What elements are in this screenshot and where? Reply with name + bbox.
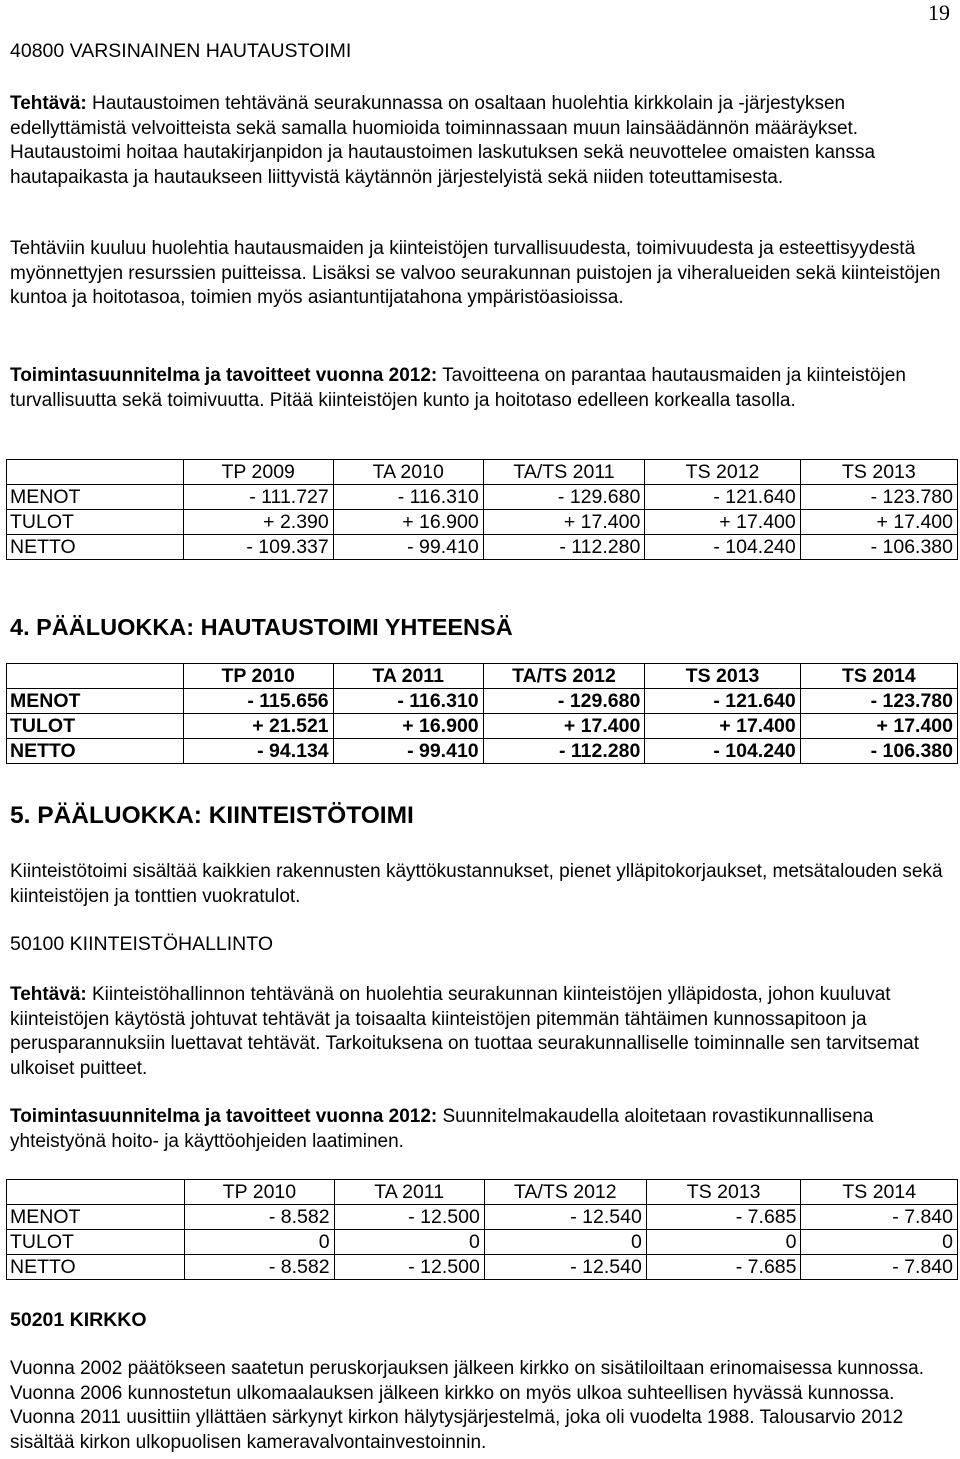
value-cell: - 129.680 — [483, 485, 645, 510]
section-50100-task — [10, 983, 945, 1081]
value-cell: - 106.380 — [800, 535, 957, 560]
value-cell: - 12.500 — [334, 1205, 484, 1230]
value-cell: 0 — [334, 1230, 484, 1255]
row-label-cell: TULOT — [7, 714, 184, 739]
value-cell: - 111.727 — [183, 485, 333, 510]
value-cell: - 8.582 — [185, 1205, 334, 1230]
header-cell: TA/TS 2011 — [483, 460, 645, 485]
value-cell: - 116.310 — [333, 689, 483, 714]
section-50100-plan — [10, 1105, 945, 1154]
value-cell: + 17.400 — [483, 510, 645, 535]
row-label-cell: NETTO — [7, 1255, 185, 1280]
table-row — [7, 485, 958, 510]
header-cell: TA 2011 — [333, 664, 483, 689]
intro-text: Kiinteistötoimi sisältää kaikkien rakennusten käyttökustannukset, pienet ylläpitokorjaukset, metsätalouden sekä kiinteistöjen ja tonttien vuokratulot. — [10, 861, 943, 907]
section-50201-text — [10, 1357, 945, 1455]
plan-label: Toimintasuunnitelma ja tavoitteet vuonna 2012: — [10, 365, 438, 386]
class-5-heading: 5. PÄÄLUOKKA: KIINTEISTÖTOIMI — [10, 802, 414, 829]
budget-table-40800 — [6, 459, 958, 560]
value-cell: + 17.400 — [800, 714, 957, 739]
table-header-row — [7, 1180, 958, 1205]
table-row — [7, 739, 958, 764]
value-cell: - 7.840 — [801, 1205, 958, 1230]
value-cell: - 7.685 — [646, 1255, 801, 1280]
value-cell: 0 — [646, 1230, 801, 1255]
task-label: Tehtävä: — [10, 984, 87, 1005]
row-label-cell: MENOT — [7, 1205, 185, 1230]
value-cell: + 2.390 — [183, 510, 333, 535]
section-40800-paragraph — [10, 237, 945, 311]
header-cell: TS 2012 — [645, 460, 800, 485]
value-cell: + 16.900 — [333, 510, 483, 535]
header-cell: TP 2009 — [183, 460, 333, 485]
row-label-cell: NETTO — [7, 739, 184, 764]
header-cell: TS 2013 — [645, 664, 800, 689]
header-cell: TA/TS 2012 — [484, 1180, 646, 1205]
value-cell: + 17.400 — [483, 714, 645, 739]
value-cell: - 12.500 — [334, 1255, 484, 1280]
value-cell: - 7.840 — [801, 1255, 958, 1280]
task-text: Hautaustoimen tehtävänä seurakunnassa on osaltaan huolehtia kirkkolain ja -järjestyksen edellyttämistä velvoitteista sekä samalla huomioida toiminnassaan muun lainsäädännön määräykset. Hautaustoimi hoitaa hautakirjanpidon ja hautaustoimen laskutuksen sekä neuvottelee omaisten kanssa hautapaikasta ja hautaukseen liittyvistä käytännön järjestelyistä sekä niiden toteuttamisesta. — [10, 93, 876, 188]
value-cell: + 17.400 — [645, 510, 800, 535]
table-header-row — [7, 460, 958, 485]
class-4-heading: 4. PÄÄLUOKKA: HAUTAUSTOIMI YHTEENSÄ — [10, 614, 513, 640]
value-cell: - 94.134 — [183, 739, 333, 764]
value-cell: - 115.656 — [183, 689, 333, 714]
value-cell: - 104.240 — [645, 739, 800, 764]
header-cell: TS 2013 — [800, 460, 957, 485]
budget-table-50100 — [6, 1179, 958, 1280]
value-cell: - 129.680 — [483, 689, 645, 714]
value-cell: 0 — [484, 1230, 646, 1255]
row-label-cell: NETTO — [7, 535, 184, 560]
paragraph-text: Vuonna 2002 päätökseen saatetun peruskorjauksen jälkeen kirkko on sisätiloiltaan erinomaisessa kunnossa. Vuonna 2006 kunnostetun ulkomaalauksen jälkeen kirkko on myös ulkoa suhteellisen hyvässä kunnossa. Vuonna 2011 uusittiin yllättäen särkynyt kirkon hälytysjärjestelmä, joka oli vuodelta 1988. Talousarvio 2012 sisältää kirkon ulkopuolisen kameravalvontainvestoinnin. — [10, 1358, 924, 1453]
value-cell: 0 — [185, 1230, 334, 1255]
section-50100-heading: 50100 KIINTEISTÖHALLINTO — [10, 933, 273, 955]
section-40800-heading: 40800 VARSINAINEN HAUTAUSTOIMI — [10, 40, 352, 62]
value-cell: - 8.582 — [185, 1255, 334, 1280]
row-label-cell: MENOT — [7, 485, 184, 510]
row-label-cell: TULOT — [7, 1230, 185, 1255]
value-cell: - 104.240 — [645, 535, 800, 560]
header-cell-blank — [7, 1180, 185, 1205]
plan-label: Toimintasuunnitelma ja tavoitteet vuonna 2012: — [10, 1106, 438, 1127]
task-text: Kiinteistöhallinnon tehtävänä on huolehtia seurakunnan kiinteistöjen ylläpidosta, johon kuuluvat kiinteistöjen käytöstä johtuvat tehtävät ja toisaalta kiinteistöjen pitemmän tähtäimen kunnossapitoon ja perusparannuksiin luettavat tehtävät. Tarkoituksena on tuottaa seurakunnalliselle toiminnalle sen tarvitsemat ulkoiset puitteet. — [10, 984, 920, 1079]
section-40800-plan — [10, 364, 945, 413]
plan-text: Tavoitteena on parantaa hautausmaiden ja kiinteistöjen turvallisuutta sekä toimivuutta. Pitää kiinteistöjen kunto ja hoitotaso edelleen korkealla tasolla. — [10, 365, 906, 411]
task-label: Tehtävä: — [10, 93, 87, 114]
table-row — [7, 689, 958, 714]
header-cell: TP 2010 — [185, 1180, 334, 1205]
value-cell: - 112.280 — [483, 535, 645, 560]
header-cell: TS 2014 — [801, 1180, 958, 1205]
table-row — [7, 714, 958, 739]
value-cell: - 112.280 — [483, 739, 645, 764]
value-cell: - 116.310 — [333, 485, 483, 510]
header-cell: TA/TS 2012 — [483, 664, 645, 689]
header-cell-blank — [7, 664, 184, 689]
value-cell: - 121.640 — [645, 689, 800, 714]
value-cell: - 123.780 — [800, 485, 957, 510]
value-cell: + 16.900 — [333, 714, 483, 739]
header-cell: TA 2011 — [334, 1180, 484, 1205]
value-cell: - 121.640 — [645, 485, 800, 510]
row-label-cell: TULOT — [7, 510, 184, 535]
value-cell: - 12.540 — [484, 1205, 646, 1230]
plan-text: Suunnitelmakaudella aloitetaan rovastikunnallisena yhteistyönä hoito- ja käyttöohjeiden laatiminen. — [10, 1106, 874, 1152]
value-cell: - 123.780 — [800, 689, 957, 714]
class-5-intro — [10, 860, 945, 909]
page-number: 19 — [928, 0, 950, 25]
header-cell: TP 2010 — [183, 664, 333, 689]
table-row — [7, 1230, 958, 1255]
value-cell: - 99.410 — [333, 535, 483, 560]
budget-table-class-4 — [6, 663, 958, 764]
paragraph-text: Tehtäviin kuuluu huolehtia hautausmaiden ja kiinteistöjen turvallisuudesta, toimivuudesta ja esteettisyydestä myönnettyjen resurssien puitteissa. Lisäksi se valvoo seurakunnan puistojen ja viheralueiden sekä kiinteistöjen kuntoa ja hoitotasoa, toimien myös asiantuntijatahona ympäristöasioissa. — [10, 238, 941, 308]
header-cell: TA 2010 — [333, 460, 483, 485]
table-header-row — [7, 664, 958, 689]
header-cell: TS 2013 — [646, 1180, 801, 1205]
section-40800-task — [10, 92, 945, 190]
value-cell: 0 — [801, 1230, 958, 1255]
table-row — [7, 1255, 958, 1280]
row-label-cell: MENOT — [7, 689, 184, 714]
value-cell: - 106.380 — [800, 739, 957, 764]
table-row — [7, 535, 958, 560]
header-cell: TS 2014 — [800, 664, 957, 689]
value-cell: - 7.685 — [646, 1205, 801, 1230]
value-cell: - 99.410 — [333, 739, 483, 764]
header-cell-blank — [7, 460, 184, 485]
value-cell: + 17.400 — [645, 714, 800, 739]
value-cell: + 17.400 — [800, 510, 957, 535]
value-cell: - 109.337 — [183, 535, 333, 560]
value-cell: + 21.521 — [183, 714, 333, 739]
section-50201-heading: 50201 KIRKKO — [10, 1309, 147, 1331]
table-row — [7, 510, 958, 535]
table-row — [7, 1205, 958, 1230]
value-cell: - 12.540 — [484, 1255, 646, 1280]
